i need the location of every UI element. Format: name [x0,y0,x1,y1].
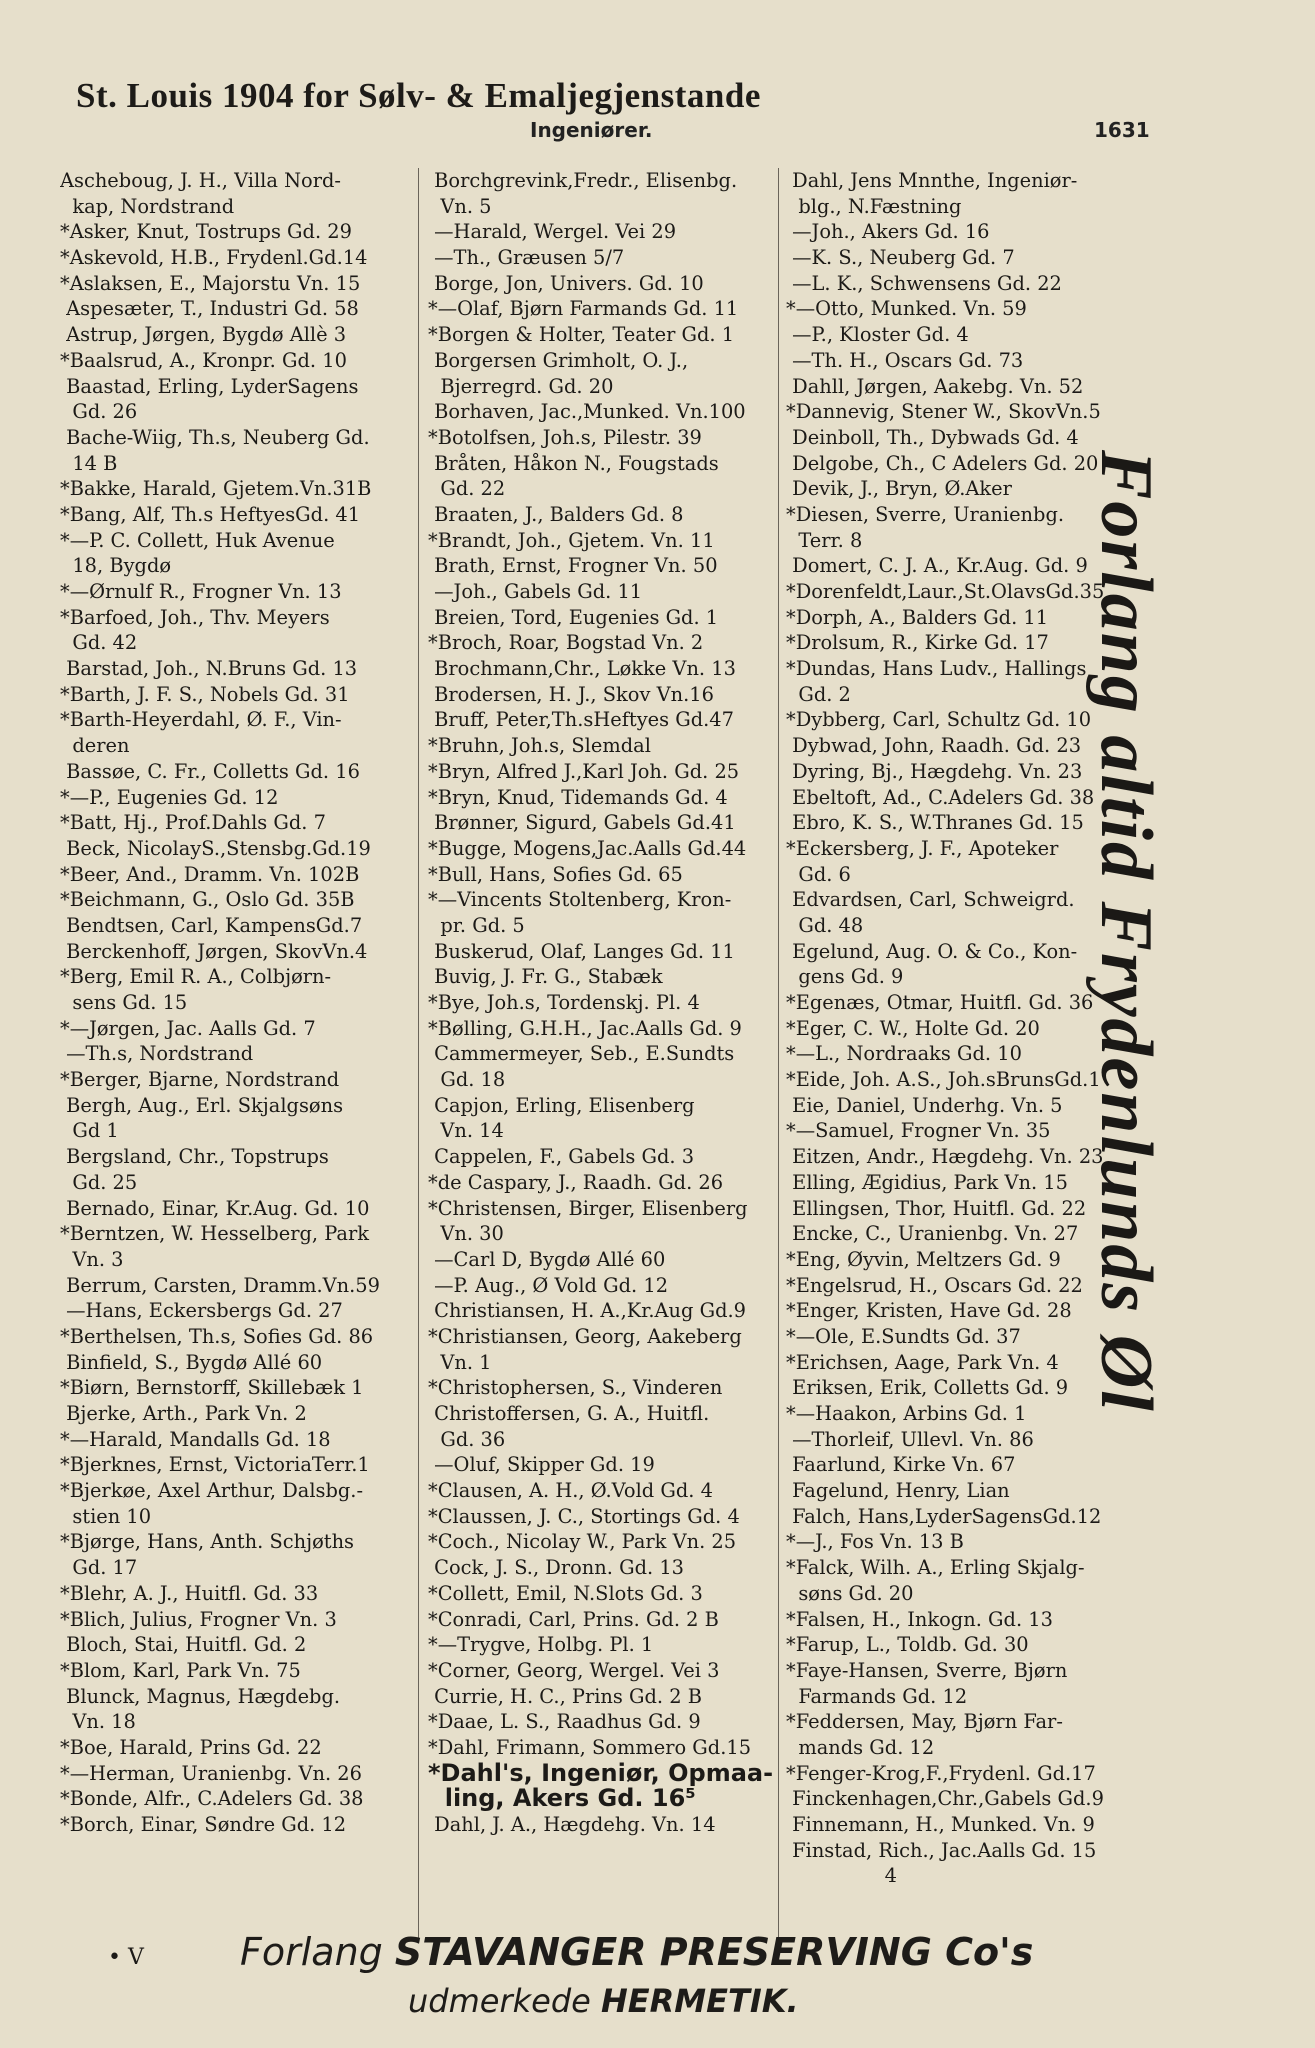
directory-entry-line: Bråten, Håkon N., Fougstads [428,451,719,475]
directory-entry-line: Egelund, Aug. O. & Co., Kon- [786,939,1078,963]
directory-entry-line: Dahl, J. A., Hægdehg. Vn. 14 [428,1813,716,1836]
footer-advertisement-line-1 [240,1930,1033,1974]
directory-entry-line: ling, Akers Gd. 16⁵ [428,1786,696,1812]
directory-entry-line: Bache-Wiig, Th.s, Neuberg Gd. [60,425,370,449]
directory-entry-line: Cock, J. S., Dronn. Gd. 13 [428,1556,684,1580]
directory-entry-line: *Berthelsen, Th.s, Sofies Gd. 86 [60,1324,374,1348]
directory-entry-line: —P. Aug., Ø Vold Gd. 12 [428,1273,669,1297]
directory-entry-line: *Berntzen, W. Hesselberg, Park [60,1222,369,1246]
directory-entry-line: Ascheboug, J. H., Villa Nord- [60,169,341,192]
directory-entry-line: *de Caspary, J., Raadh. Gd. 26 [428,1170,724,1194]
directory-entry-line: Finckenhagen,Chr.,Gabels Gd.9 [786,1787,1104,1811]
directory-entry-line: *Feddersen, May, Bjørn Far- [786,1710,1063,1734]
directory-entry-line: Gd. 25 [60,1170,138,1194]
directory-entry-line: Faarlund, Kirke Vn. 67 [786,1453,1016,1477]
directory-entry-line: *Farup, L., Toldb. Gd. 30 [786,1633,1029,1657]
directory-entry-line: Devik, J., Bryn, Ø.Aker [786,477,1012,501]
directory-entry-line: mands Gd. 12 [786,1735,935,1759]
directory-entry-line: Farmands Gd. 12 [786,1684,968,1708]
directory-entry-line: *Aslaksen, E., Majorstu Vn. 15 [60,271,361,295]
directory-entry-line: Baastad, Erling, LyderSagens [60,374,359,398]
directory-entry-line: Borchgrevink,Fredr., Elisenbg. [428,169,738,192]
directory-entry-line: Christiansen, H. A.,Kr.Aug Gd.9 [428,1299,747,1323]
directory-entry-line: *Clausen, A. H., Ø.Vold Gd. 4 [428,1479,713,1503]
directory-entry-line: *Dahl, Frimann, Sommero Gd.15 [428,1735,752,1759]
directory-entry-line: *Bye, Joh.s, Tordenskj. Pl. 4 [428,991,700,1014]
directory-entry-line: —L. K., Schwensens Gd. 22 [786,271,1062,295]
directory-entry-line: Brochmann,Chr., Løkke Vn. 13 [428,657,736,681]
directory-entry-line: Christoffersen, G. A., Huitfl. [428,1402,710,1425]
directory-entry-line: Buvig, J. Fr. G., Stabæk [428,965,663,989]
directory-entry-line: *Christensen, Birger, Elisenberg [428,1196,748,1220]
footer-mark: • V [108,1945,144,1970]
directory-entry-line: Vn. 18 [60,1710,136,1734]
directory-entry-line: *Dahl's, Ingeniør, Opmaa- [428,1760,774,1787]
directory-entry-line: 14 B [60,451,118,475]
directory-entry-line: Delgobe, Ch., C Adelers Gd. 20 [786,451,1099,475]
directory-entry-line: —Joh., Akers Gd. 16 [786,220,990,244]
directory-entry-line: *Christiansen, Georg, Aakeberg [428,1324,742,1348]
directory-entry-line: *Berger, Bjarne, Nordstrand [60,1068,340,1092]
directory-entry-line: Vn. 3 [60,1247,124,1271]
directory-entry-line: Deinboll, Th., Dybwads Gd. 4 [786,425,1079,449]
directory-entry-line: Aspesæter, T., Industri Gd. 58 [60,297,359,321]
directory-entry-line: *Batt, Hj., Prof.Dahls Gd. 7 [60,811,326,835]
directory-entry-line: *—Samuel, Frogner Vn. 35 [786,1119,1051,1143]
directory-entry-line: —Carl D, Bygdø Allé 60 [428,1247,666,1271]
directory-entry-line: Cappelen, F., Gabels Gd. 3 [428,1145,695,1169]
directory-entry-line: sens Gd. 15 [60,991,188,1014]
directory-entry-line: *Bonde, Alfr., C.Adelers Gd. 38 [60,1787,364,1811]
directory-entry-line: *Dorph, A., Balders Gd. 11 [786,605,1049,629]
directory-entry-line: Bassøe, C. Fr., Colletts Gd. 16 [60,759,360,783]
directory-entry-line: Vn. 30 [428,1222,504,1246]
directory-entry-line: *Beer, And., Dramm. Vn. 102B [60,862,360,886]
footer-ad-prefix-2: udmerkede [408,1982,591,2020]
directory-entry-line: *—Otto, Munked. Vn. 59 [786,297,1027,321]
directory-entry-line: Barstad, Joh., N.Bruns Gd. 13 [60,657,358,681]
directory-entry-line: Falch, Hans,LyderSagensGd.12 [786,1504,1102,1528]
directory-entry-line: Finstad, Rich., Jac.Aalls Gd. 15 [786,1838,1097,1862]
directory-entry-line: Bendtsen, Carl, KampensGd.7 [60,913,363,937]
directory-entry-line: Eitzen, Andr., Hægdehg. Vn. 23 [786,1145,1104,1169]
directory-entry-line: *Bryn, Alfred J.,Karl Joh. Gd. 25 [428,759,740,783]
directory-entry-line: Currie, H. C., Prins Gd. 2 B [428,1684,703,1708]
directory-entry-line: Terr. 8 [786,528,863,552]
directory-entry-line: *Eger, C. W., Holte Gd. 20 [786,1016,1040,1040]
column-2 [428,168,786,1838]
directory-entry-line: *Beichmann, G., Oslo Gd. 35B [60,888,355,912]
directory-entry-line: Capjon, Erling, Elisenberg [428,1093,695,1117]
directory-entry-line: Brodersen, H. J., Skov Vn.16 [428,682,714,706]
directory-entry-line: —Th., Græusen 5/7 [428,246,625,270]
directory-entry-line: Berckenhoff, Jørgen, SkovVn.4 [60,939,368,963]
column-divider [418,168,419,1943]
directory-entry-line: *Bugge, Mogens,Jac.Aalls Gd.44 [428,836,747,860]
directory-entry-line: *Barth, J. F. S., Nobels Gd. 31 [60,682,350,706]
directory-entry-line: *Drolsum, R., Kirke Gd. 17 [786,631,1049,655]
directory-entry-line: *—Jørgen, Jac. Aalls Gd. 7 [60,1016,316,1040]
footer-ad-brand: STAVANGER PRESERVING Co's [394,1930,1034,1974]
directory-entry-line: *Barfoed, Joh., Thv. Meyers [60,605,330,629]
directory-entry-line: *—Ørnulf R., Frogner Vn. 13 [60,580,342,603]
directory-entry-line: Borgersen Grimholt, O. J., [428,348,689,372]
directory-entry-line: Beck, NicolayS.,Stensbg.Gd.19 [60,836,371,860]
directory-entry-line: Eriksen, Erik, Colletts Gd. 9 [786,1376,1069,1400]
directory-entry-line: *Borgen & Holter, Teater Gd. 1 [428,323,735,347]
directory-entry-line: *Fenger-Krog,F.,Frydenl. Gd.17 [786,1761,1096,1785]
directory-entry-line: søns Gd. 20 [786,1581,914,1605]
directory-entry-line: Gd. 6 [786,862,851,886]
directory-entry-line: 18, Bygdø [60,554,172,578]
directory-entry-line: Vn. 14 [428,1119,504,1143]
directory-entry-line: *Egenæs, Otmar, Huitfl. Gd. 36 [786,991,1094,1014]
directory-entry-line: Borge, Jon, Univers. Gd. 10 [428,271,704,295]
directory-entry-line: *Dannevig, Stener W., SkovVn.5 [786,400,1101,424]
directory-entry-line: —Joh., Gabels Gd. 11 [428,580,643,603]
directory-entry-line: —Thorleif, Ullevl. Vn. 86 [786,1427,1034,1451]
footer-ad-product: HERMETIK. [601,1982,799,2020]
directory-entry-line: *Enger, Kristen, Have Gd. 28 [786,1299,1072,1323]
directory-entry-line: *Dorenfeldt,Laur.,St.OlavsGd.35 [786,580,1105,603]
directory-entry-line: Domert, C. J. A., Kr.Aug. Gd. 9 [786,554,1088,578]
directory-entry-line: Bruff, Peter,Th.sHeftyes Gd.47 [428,708,734,732]
directory-entry-line: *Broch, Roar, Bogstad Vn. 2 [428,631,704,655]
column-1 [60,168,418,1838]
directory-entry-line: —Oluf, Skipper Gd. 19 [428,1453,655,1477]
directory-entry-line: *Falsen, H., Inkogn. Gd. 13 [786,1607,1053,1631]
directory-entry-line: stien 10 [60,1504,152,1528]
directory-entry-line: blg., N.Fæstning [786,194,962,218]
directory-entry-line: Binfield, S., Bygdø Allé 60 [60,1350,323,1374]
directory-entry-line: Fagelund, Henry, Lian [786,1479,1010,1503]
directory-entry-line: Gd. 26 [60,400,138,424]
directory-entry-line: *Bjørge, Hans, Anth. Schjøths [60,1530,355,1554]
directory-entry-line: *Bryn, Knud, Tidemands Gd. 4 [428,785,728,809]
directory-entry-line: *Biørn, Bernstorff, Skillebæk 1 [60,1376,364,1400]
directory-entry-line: *Coch., Nicolay W., Park Vn. 25 [428,1530,737,1554]
directory-entry-line: *Bjerknes, Ernst, VictoriaTerr.1 [60,1453,370,1477]
sidebar-advertisement: Forlang altid Frydenlunds Øl [1085,450,1167,1413]
directory-entry-line: *Bull, Hans, Sofies Gd. 65 [428,862,683,886]
directory-entry-line: Gd. 42 [60,631,138,655]
directory-entry-line: Gd. 48 [786,913,864,937]
directory-entry-line: —P., Kloster Gd. 4 [786,323,969,347]
directory-entry-line: Borhaven, Jac.,Munked. Vn.100 [428,400,746,424]
directory-entry-line: *Bruhn, Joh.s, Slemdal [428,734,651,758]
directory-entry-line: *Christophersen, S., Vinderen [428,1376,723,1400]
column-divider [778,168,779,1943]
directory-entry-line: —K. S., Neuberg Gd. 7 [786,246,1015,270]
directory-entry-line: —Th.s, Nordstrand [60,1042,254,1066]
directory-entry-line: Gd. 36 [428,1427,506,1451]
page-number: 1631 [1094,118,1150,142]
directory-entry-line: Bergh, Aug., Erl. Skjalgsøns [60,1093,344,1117]
directory-entry-line: Brath, Ernst, Frogner Vn. 50 [428,554,718,578]
directory-entry-line: Eie, Daniel, Underhg. Vn. 5 [786,1093,1063,1117]
directory-entry-line: Bernado, Einar, Kr.Aug. Gd. 10 [60,1196,370,1220]
directory-entry-line: —Th. H., Oscars Gd. 73 [786,348,1024,372]
directory-entry-line: Dahll, Jørgen, Aakebg. Vn. 52 [786,374,1084,398]
directory-entry-line: *Daae, L. S., Raadhus Gd. 9 [428,1710,701,1734]
directory-entry-line: Finnemann, H., Munked. Vn. 9 [786,1813,1095,1836]
directory-entry-line: gens Gd. 9 [786,965,904,989]
directory-entry-line: *—Vincents Stoltenberg, Kron- [428,888,732,912]
directory-entry-line: *Corner, Georg, Wergel. Vei 3 [428,1658,720,1682]
directory-entry-line: Dahl, Jens Mnnthe, Ingeniør- [786,169,1078,192]
directory-entry-line: *Askevold, H.B., Frydenl.Gd.14 [60,246,368,270]
directory-entry-line: *Diesen, Sverre, Uranienbg. [786,502,1065,526]
directory-entry-line: *Blich, Julius, Frogner Vn. 3 [60,1607,337,1631]
directory-entry-line: Cammermeyer, Seb., E.Sundts [428,1042,735,1066]
directory-entry-line: *—Olaf, Bjørn Farmands Gd. 11 [428,297,739,321]
directory-entry-line: *Erichsen, Aage, Park Vn. 4 [786,1350,1059,1374]
directory-entry-line: pr. Gd. 5 [428,913,525,937]
directory-entry-line: Gd. 22 [428,477,506,501]
directory-entry-line: Ellingsen, Thor, Huitfl. Gd. 22 [786,1196,1087,1220]
directory-entry-line: *Collett, Emil, N.Slots Gd. 3 [428,1581,703,1605]
directory-entry-line: Blunck, Magnus, Hægdebg. [60,1684,341,1708]
directory-entry-line: Encke, C., Uranienbg. Vn. 27 [786,1222,1079,1246]
directory-entry-line: Buskerud, Olaf, Langes Gd. 11 [428,939,735,963]
directory-entry-line: *Eckersberg, J. F., Apoteker [786,836,1059,860]
directory-entry-line: *—P. C. Collett, Huk Avenue [60,528,335,552]
directory-entry-line: *—J., Fos Vn. 13 B [786,1530,964,1554]
directory-entry-line: *Eide, Joh. A.S., Joh.sBrunsGd.1 [786,1068,1101,1092]
directory-entry-line: Elling, Ægidius, Park Vn. 15 [786,1170,1068,1194]
directory-entry-line: deren [60,734,130,758]
directory-entry-line: *Blehr, A. J., Huitfl. Gd. 33 [60,1581,319,1605]
directory-entry-line: *Engelsrud, H., Oscars Gd. 22 [786,1273,1083,1297]
directory-entry-line: Gd. 2 [786,682,851,706]
directory-entry-line: *—L., Nordraaks Gd. 10 [786,1042,1022,1066]
directory-entry-line: Brønner, Sigurd, Gabels Gd.41 [428,811,736,835]
directory-entry-line: Berrum, Carsten, Dramm.Vn.59 [60,1273,380,1297]
directory-entry-line: Braaten, J., Balders Gd. 8 [428,502,684,526]
directory-entry-line: Bloch, Stai, Huitfl. Gd. 2 [60,1633,307,1657]
directory-entry-line: Gd 1 [60,1119,119,1143]
directory-entry-line: Breien, Tord, Eugenies Gd. 1 [428,605,719,629]
directory-entry-line: *Bakke, Harald, Gjetem.Vn.31B [60,477,372,501]
directory-entry-line: *Conradi, Carl, Prins. Gd. 2 B [428,1607,719,1631]
directory-entry-line: Dyring, Bj., Hægdehg. Vn. 23 [786,759,1083,783]
directory-entry-line: *—Herman, Uranienbg. Vn. 26 [60,1761,362,1785]
section-heading: Ingeniører. [530,118,653,142]
directory-entry-line: *Eng, Øyvin, Meltzers Gd. 9 [786,1247,1061,1271]
directory-entry-line: *Faye-Hansen, Sverre, Bjørn [786,1658,1068,1682]
directory-entry-line: *Asker, Knut, Tostrups Gd. 29 [60,220,352,244]
directory-entry-line: *—P., Eugenies Gd. 12 [60,785,279,809]
directory-entry-line: *Bjerkøe, Axel Arthur, Dalsbg.- [60,1479,364,1503]
directory-entry-line: *Bølling, G.H.H., Jac.Aalls Gd. 9 [428,1016,742,1040]
directory-entry-line: *—Harald, Mandalls Gd. 18 [60,1427,331,1451]
directory-entry-line: *Borch, Einar, Søndre Gd. 12 [60,1813,347,1836]
directory-entry-line: Astrup, Jørgen, Bygdø Allè 3 [60,323,347,347]
directory-entry-line: Ebeltoft, Ad., C.Adelers Gd. 38 [786,785,1095,809]
footer-ad-prefix: Forlang [240,1930,383,1974]
directory-entry-line: *Baalsrud, A., Kronpr. Gd. 10 [60,348,347,372]
directory-entry-line: *Boe, Harald, Prins Gd. 22 [60,1735,322,1759]
directory-entry-line: Dybwad, John, Raadh. Gd. 23 [786,734,1082,758]
directory-entry-line: *Botolfsen, Joh.s, Pilestr. 39 [428,425,702,449]
directory-entry-line: *Dybberg, Carl, Schultz Gd. 10 [786,708,1092,732]
directory-entry-line: Gd. 17 [60,1556,138,1580]
directory-entry-line: *Bang, Alf, Th.s HeftyesGd. 41 [60,502,361,526]
directory-entry-line: *Barth-Heyerdahl, Ø. F., Vin- [60,708,342,732]
directory-entry-line: Vn. 5 [428,194,492,218]
directory-entry-line: *Falck, Wilh. A., Erling Skjalg- [786,1556,1085,1580]
directory-entry-line: *—Haakon, Arbins Gd. 1 [786,1402,1027,1425]
directory-entry-line: Bjerregrd. Gd. 20 [428,374,614,398]
directory-entry-line: Bergsland, Chr., Topstrups [60,1145,329,1169]
footer-advertisement-line-2 [408,1982,799,2020]
directory-entry-line: *Berg, Emil R. A., Colbjørn- [60,965,332,989]
directory-entry-line: —Harald, Wergel. Vei 29 [428,220,677,244]
page-title: St. Louis 1904 for Sølv- & Emaljegjenstande [76,76,761,115]
directory-entry-line: Gd. 18 [428,1068,506,1092]
directory-entry-line: Ebro, K. S., W.Thranes Gd. 15 [786,811,1084,835]
directory-entry-line: Edvardsen, Carl, Schweigrd. [786,888,1075,912]
directory-entry-line: Vn. 1 [428,1350,492,1374]
directory-entry-line: *Blom, Karl, Park Vn. 75 [60,1658,301,1682]
directory-entry-line: *Dundas, Hans Ludv., Hallings [786,657,1087,681]
directory-entry-line: *—Trygve, Holbg. Pl. 1 [428,1633,654,1657]
directory-entry-line: kap, Nordstrand [60,194,235,218]
directory-entry-line: *Claussen, J. C., Stortings Gd. 4 [428,1504,740,1528]
directory-entry-line: —Hans, Eckersbergs Gd. 27 [60,1299,343,1323]
directory-entry-line: Bjerke, Arth., Park Vn. 2 [60,1402,307,1425]
directory-entry-line: *—Ole, E.Sundts Gd. 37 [786,1324,1021,1348]
directory-entry-line: *Brandt, Joh., Gjetem. Vn. 11 [428,528,715,552]
directory-entry-line: 4 [786,1864,897,1888]
